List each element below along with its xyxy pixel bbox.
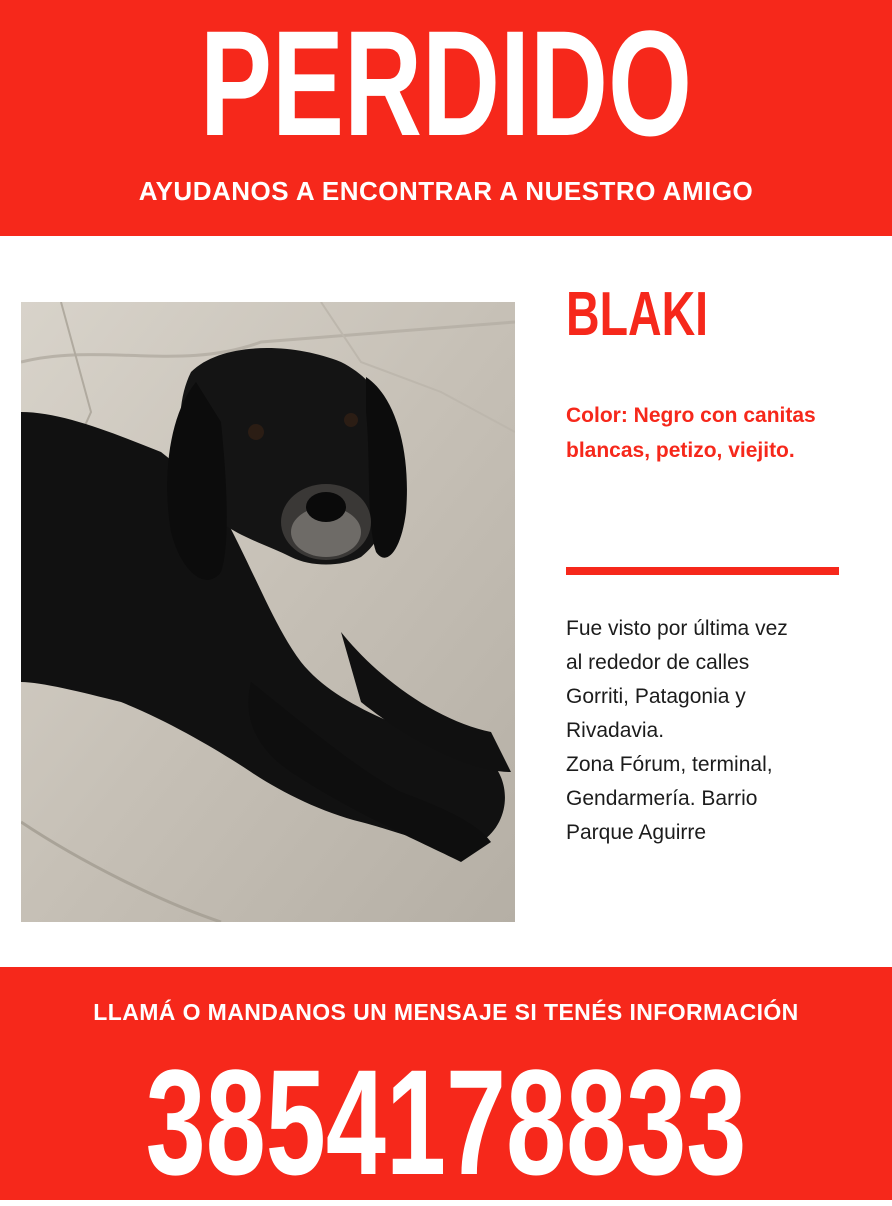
dog-photo-illustration xyxy=(21,302,515,922)
poster-title: PERDIDO xyxy=(199,0,693,167)
phone-number: 3854178833 xyxy=(145,1038,747,1206)
bottom-banner xyxy=(0,967,892,1206)
last-seen-line: al rededor de calles xyxy=(566,651,750,674)
top-banner xyxy=(0,0,892,236)
last-seen-line: Parque Aguirre xyxy=(566,821,707,844)
pet-color-description: Color: Negro con canitas blancas, petizo, viejito. xyxy=(566,404,816,462)
last-seen-line: Fue visto por última vez xyxy=(566,617,788,640)
dog-photo xyxy=(21,302,515,922)
divider xyxy=(566,567,839,575)
last-seen-description xyxy=(566,612,856,850)
pet-name: BLAKI xyxy=(566,280,709,349)
last-seen-line: Gorriti, Patagonia y xyxy=(566,685,746,708)
last-seen-line: Zona Fórum, terminal, xyxy=(566,753,773,776)
poster-subtitle: AYUDANOS A ENCONTRAR A NUESTRO AMIGO xyxy=(138,176,754,206)
last-seen-line: Gendarmería. Barrio xyxy=(566,787,758,810)
call-to-action: LLAMÁ O MANDANOS UN MENSAJE SI TENÉS INFORMACIÓN xyxy=(93,999,799,1025)
last-seen-line: Rivadavia. xyxy=(566,719,665,742)
